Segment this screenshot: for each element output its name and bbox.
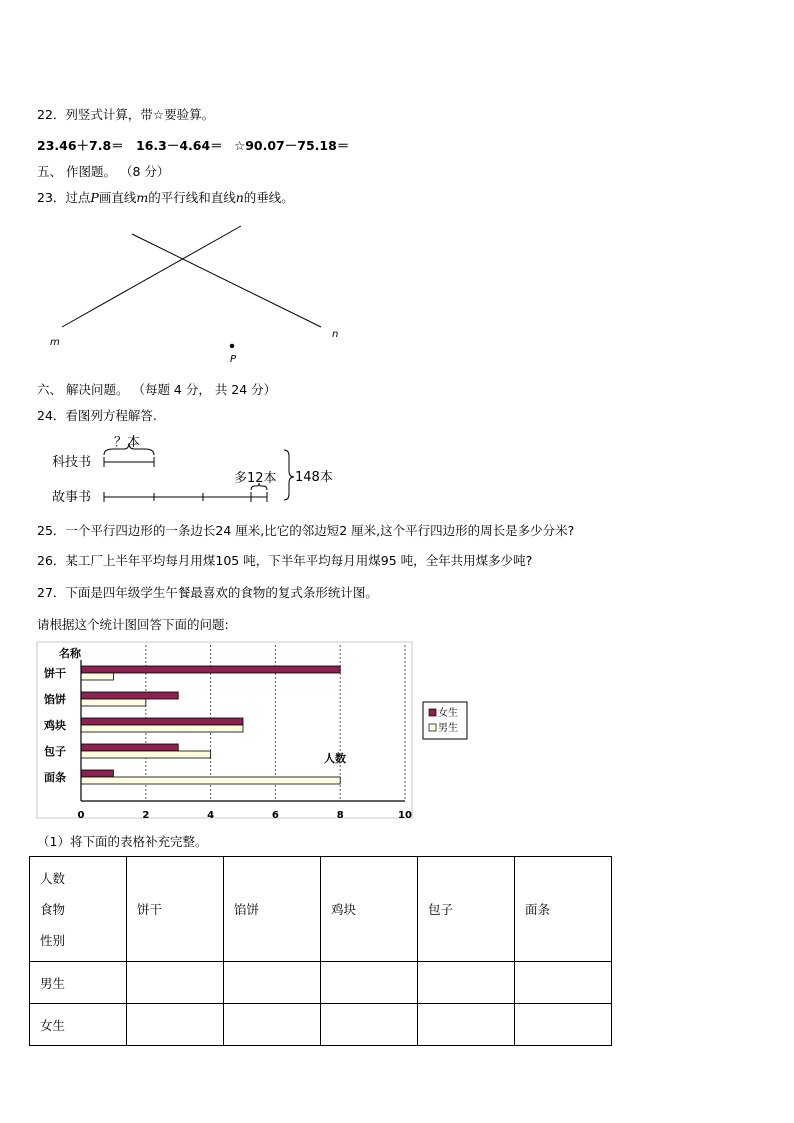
- table-answer-cell[interactable]: [127, 962, 224, 1004]
- table-header-food: 饼干: [127, 857, 224, 962]
- header-line-gender: 性别: [40, 932, 66, 948]
- table-answer-cell[interactable]: [418, 1004, 515, 1046]
- q23-suffix: 的垂线。: [243, 190, 294, 205]
- label-story-books: 故事书: [52, 490, 92, 505]
- header-line-count: 人数: [40, 870, 66, 886]
- q23-line-n: n: [235, 190, 244, 205]
- q23-mid1: 画直线: [98, 190, 137, 205]
- bar-girls: [81, 666, 340, 673]
- table-header-food: 面条: [515, 857, 612, 962]
- q27-text: 27．下面是四年级学生午餐最喜欢的食物的复式条形统计图。: [37, 585, 378, 600]
- label-total: 148本: [295, 470, 333, 485]
- legend-label-boys: 男生: [438, 723, 458, 734]
- section-5-title: 五、 作图题。 （8 分）: [37, 164, 170, 179]
- label-more: 多12本: [234, 471, 277, 486]
- q23-mid2: 的平行线和直线: [148, 190, 236, 205]
- table-header-corner: [30, 857, 127, 962]
- table-answer-cell[interactable]: [224, 962, 321, 1004]
- x-tick-label: 0: [77, 810, 85, 821]
- q24-title: 24．看图列方程解答.: [37, 408, 157, 423]
- q22-item-2: 16.3－4.64＝: [136, 138, 223, 153]
- q22-title: 22．列竖式计算，带☆要验算。: [37, 107, 215, 122]
- q22-item-3: ☆90.07－75.18＝: [234, 138, 350, 153]
- header-line-food: 食物: [40, 901, 66, 917]
- label-n: n: [332, 329, 339, 340]
- q23-point-p: P: [90, 190, 99, 205]
- category-label: 面条: [44, 771, 66, 784]
- table-answer-cell[interactable]: [515, 962, 612, 1004]
- bar-girls: [81, 692, 178, 699]
- category-label: 包子: [44, 745, 66, 758]
- table-answer-cell[interactable]: [127, 1004, 224, 1046]
- legend-swatch-boys: [429, 724, 436, 731]
- table-row-label-boys: 男生: [30, 962, 127, 1004]
- table-row-label-girls: 女生: [30, 1004, 127, 1046]
- q23-prefix: 23．过点: [37, 190, 91, 205]
- y-axis-title: 名称: [59, 647, 81, 660]
- x-tick-label: 4: [207, 810, 215, 821]
- legend-swatch-girls: [429, 709, 436, 716]
- section-6-title: 六、 解决问题。 （每题 4 分， 共 24 分）: [37, 382, 277, 397]
- q27-sub1: （1）将下面的表格补充完整。: [37, 834, 208, 849]
- table-answer-cell[interactable]: [224, 1004, 321, 1046]
- q23-line-m: m: [136, 190, 149, 205]
- table-header-food: 包子: [418, 857, 515, 962]
- bar-boys: [81, 777, 340, 784]
- bar-boys: [81, 725, 243, 732]
- x-tick-label: 6: [271, 810, 279, 821]
- q25-text: 25．一个平行四边形的一条边长24 厘米,比它的邻边短2 厘米,这个平行四边形的周长是多少分米?: [37, 523, 575, 538]
- x-tick-label: 8: [336, 810, 344, 821]
- category-label: 鸡块: [44, 719, 66, 732]
- q27-prompt: 请根据这个统计图回答下面的问题:: [37, 617, 229, 632]
- bar-boys: [81, 751, 211, 758]
- table-answer-cell[interactable]: [515, 1004, 612, 1046]
- label-unknown: ？本: [114, 435, 141, 450]
- label-p: P: [230, 354, 237, 365]
- bar-boys: [81, 699, 146, 706]
- x-tick-label: 2: [142, 810, 150, 821]
- x-axis-title: 人数: [324, 752, 346, 765]
- table-header-food: 鸡块: [321, 857, 418, 962]
- table-header-food: 馅饼: [224, 857, 321, 962]
- bar-boys: [81, 673, 113, 680]
- legend-label-girls: 女生: [438, 708, 458, 719]
- label-science-books: 科技书: [52, 455, 92, 470]
- label-m: m: [50, 337, 60, 348]
- category-label: 馅饼: [44, 693, 66, 706]
- bar-girls: [81, 718, 243, 725]
- table-answer-cell[interactable]: [321, 1004, 418, 1046]
- bar-girls: [81, 770, 113, 777]
- category-label: 饼干: [44, 667, 66, 680]
- q22-item-1: 23.46＋7.8＝: [37, 138, 124, 153]
- table-answer-cell[interactable]: [418, 962, 515, 1004]
- answer-table: [29, 856, 612, 1046]
- q26-text: 26．某工厂上半年平均每月用煤105 吨，下半年平均每月用煤95 吨，全年共用煤多少吨?: [37, 553, 533, 568]
- x-tick-label: 10: [398, 810, 412, 821]
- bar-girls: [81, 744, 178, 751]
- table-answer-cell[interactable]: [321, 962, 418, 1004]
